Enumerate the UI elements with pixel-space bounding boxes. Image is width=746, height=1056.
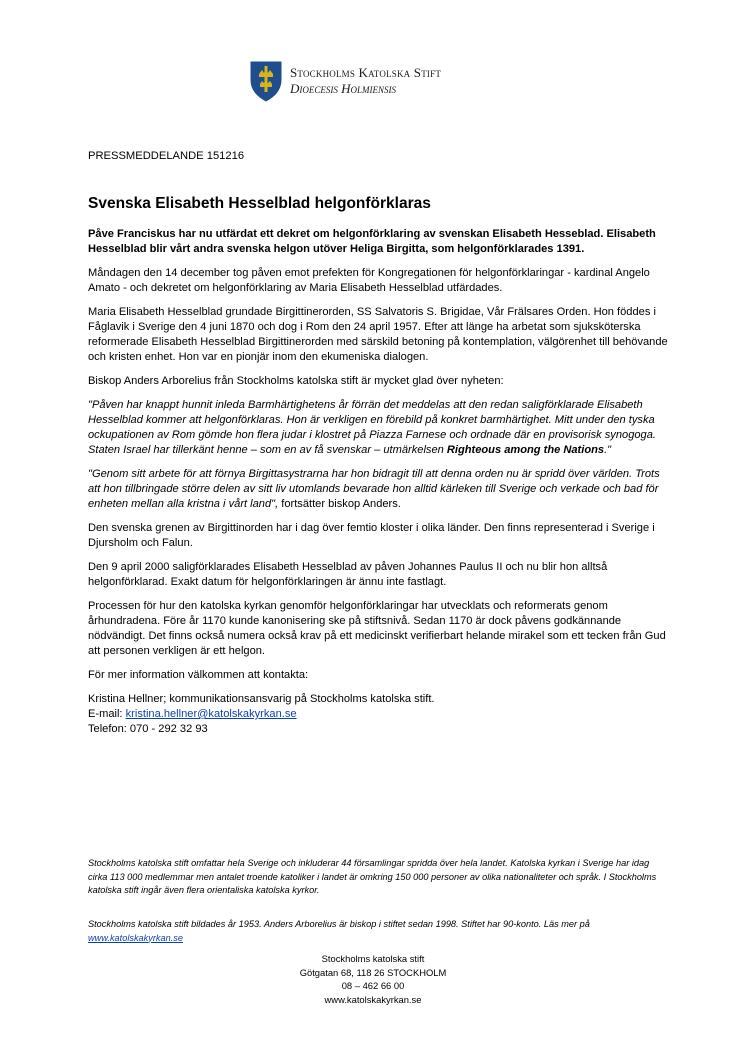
email-link[interactable]: kristina.hellner@katolskakyrkan.se	[125, 708, 297, 720]
intro-paragraph: Påve Franciskus har nu utfärdat ett dekret om helgonförklaring av svenskan Elisabeth Hesseblad. Elisabeth Hesselblad blir vårt andra svenska helgon utöver Heliga Birgitta, som helgonförklarades 1391.	[88, 228, 656, 255]
address-phone: 08 – 462 66 00	[341, 980, 405, 991]
footer-note-text: Stockholms katolska stift bildades år 1953. Anders Arborelius är biskop i stiftet sedan 1998. Stiftet har 90-konto. Läs mer på	[88, 919, 590, 929]
address-web: www.katolskakyrkan.se	[324, 993, 422, 1005]
website-link[interactable]: www.katolskakyrkan.se	[88, 932, 183, 943]
diocese-latin-name: Dioecesis Holmiensis	[290, 81, 397, 96]
body-paragraph: Den svenska grenen av Birgittinorden har i dag över femtio kloster i olika länder. Den finns representerad i Sverige i Djursholm och Falun.	[88, 522, 655, 549]
address-org: Stockholms katolska stift	[321, 953, 425, 964]
contact-block	[88, 692, 668, 737]
contact-email-row	[88, 707, 668, 722]
contact-phone: Telefon: 070 - 292 32 93	[88, 723, 208, 735]
quote-paragraph	[88, 467, 668, 512]
body-paragraph: Biskop Anders Arborelius från Stockholms katolska stift är mycket glad över nyheten:	[88, 375, 504, 387]
page-title: Svenska Elisabeth Hesselblad helgonförklaras	[88, 195, 431, 212]
quote-paragraph	[88, 398, 668, 458]
contact-name: Kristina Hellner; kommunikationsansvarig på Stockholms katolska stift.	[88, 693, 435, 705]
footer-note-1: Stockholms katolska stift omfattar hela Sverige och inkluderar 44 församlingar spridda över hela landet. Katolska kyrkan i Sverige har idag cirka 113 000 medlemmar men antalet troende katoliker i landet är omkring 150 000 personer av olika nationaliteter och språk. I Stockholms katolska stift ingår även flera orientaliska katolska kyrkor.	[88, 858, 657, 895]
quote-attribution: fortsätter biskop Anders.	[278, 498, 401, 510]
footer-note-2	[88, 918, 660, 945]
article-body	[88, 227, 668, 737]
quote-text: "Påven har knappt hunnit inleda Barmhärtighetens år förrän det meddelas att den redan saligförklarade Elisabeth Hesselblad kommer att helgonförklaras. Hon är verkligen en förebild på konkret barmhärtighet. Mitt under den tyska ockupationen av Rom gömde hon flera judar i klostret på Piazza Farnese och ordnade där en provisorisk synogoga. Staten Israel har tillerkänt henne – som en av få svenskar – utmärkelsen	[88, 399, 656, 456]
quote-end: ."	[604, 444, 612, 456]
address-block	[0, 952, 746, 1006]
quote-emphasis: Righteous among the Nations	[446, 444, 605, 456]
diocese-wordmark	[290, 65, 441, 97]
diocese-shield-logo	[249, 60, 283, 102]
email-label: E-mail:	[88, 708, 126, 720]
body-paragraph: Maria Elisabeth Hesselblad grundade Birgittinerorden, SS Salvatoris S. Brigidae, Vår Frälsares Orden. Hon föddes i Fåglavik i Sverige den 4 juni 1870 och dog i Rom den 24 april 1957. Efter att länge ha arbetat som sjuksköterska reformerade Elisabeth Hesselblad Birgittinerorden med särskild betoning på kontemplation, välgörenhet till behövande och kristen enhet. Hon var en pionjär inom den ekumeniska dialogen.	[88, 306, 668, 363]
diocese-name: Stockholms Katolska Stift	[290, 65, 442, 80]
press-release-label: PRESSMEDDELANDE 151216	[88, 150, 245, 162]
address-street: Götgatan 68, 118 26 STOCKHOLM	[299, 966, 447, 978]
body-paragraph: Den 9 april 2000 saligförklarades Elisabeth Hesselblad av påven Johannes Paulus II och nu blir hon alltså helgonförklarad. Exakt datum för helgonförklaringen är ännu inte fastlagt.	[88, 561, 608, 588]
body-paragraph: För mer information välkommen att kontakta:	[88, 669, 309, 681]
body-paragraph: Måndagen den 14 december tog påven emot prefekten för Kongregationen för helgonförklaringar - kardinal Angelo Amato - och dekretet om helgonförklaring av Maria Elisabeth Hesselblad utfärdades.	[88, 267, 650, 294]
quote-text: "Genom sitt arbete för att förnya Birgittasystrarna har hon bidragit till att denna orden nu är spridd över världen. Trots att hon tillbringade större delen av sitt liv utomlands bevarade hon alltid kärleken till Sverige och verkade och bad för enheten mellan alla kristna i vårt land",	[88, 468, 660, 510]
body-paragraph: Processen för hur den katolska kyrkan genomför helgonförklaringar har utvecklats och reformerats genom århundradena. Före år 1170 kunde kanonisering ske på stiftsnivå. Sedan 1170 är dock påvens godkännande nödvändigt. Det finns också numera också krav på ett medicinskt verifierbart helande mirakel som ett tecken från Gud att personen verkligen är ett helgon.	[88, 600, 666, 657]
